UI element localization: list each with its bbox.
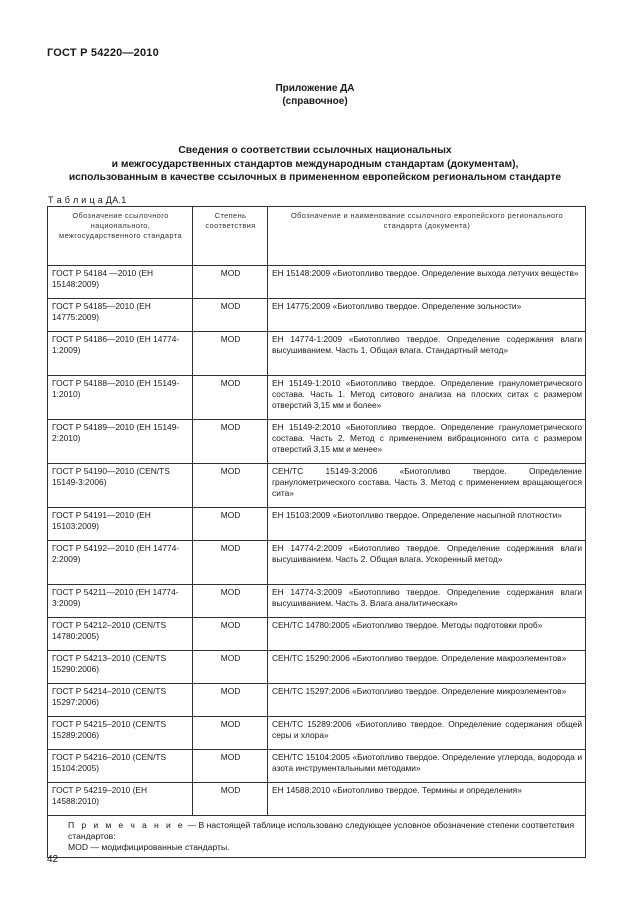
table-row [48, 541, 586, 585]
table-row [48, 464, 586, 508]
regional-standard-cell: ЕН 15103:2009 «Биотопливо твердое. Определение насыпной плотности» [268, 508, 586, 541]
note-text: — В настоящей таблице использовано следующее условное обозначение степени соответствия стандартов: [68, 820, 575, 841]
national-standard-cell: ГОСТ Р 54191—2010 (ЕН 15103:2009) [48, 508, 193, 541]
table-note [48, 816, 586, 858]
degree-cell: MOD [193, 750, 268, 783]
table-row [48, 299, 586, 332]
national-standard-cell: ГОСТ Р 54189—2010 (ЕН 15149-2:2010) [48, 420, 193, 464]
table-row [48, 750, 586, 783]
national-standard-cell: ГОСТ Р 54216–2010 (CEN/TS 15104:2005) [48, 750, 193, 783]
regional-standard-cell: СЕН/TC 15289:2006 «Биотопливо твердое. Определение содержания общей серы и хлора» [268, 717, 586, 750]
appendix-heading [0, 82, 630, 108]
table-row [48, 684, 586, 717]
national-standard-cell: ГОСТ Р 54219–2010 (ЕН 14588:2010) [48, 783, 193, 816]
degree-cell: MOD [193, 585, 268, 618]
table-row [48, 585, 586, 618]
national-standard-cell: ГОСТ Р 54215–2010 (CEN/TS 15289:2006) [48, 717, 193, 750]
national-standard-cell: ГОСТ Р 54185—2010 (ЕН 14775:2009) [48, 299, 193, 332]
table-row [48, 332, 586, 376]
national-standard-cell: ГОСТ Р 54211—2010 (ЕН 14774-3:2009) [48, 585, 193, 618]
column-header-degree: Степень соответствия [193, 207, 268, 266]
regional-standard-cell: ЕН 15148:2009 «Биотопливо твердое. Определение выхода летучих веществ» [268, 266, 586, 299]
national-standard-cell: ГОСТ Р 54214–2010 (CEN/TS 15297:2006) [48, 684, 193, 717]
regional-standard-cell: ЕН 14588:2010 «Биотопливо твердое. Термины и определения» [268, 783, 586, 816]
degree-cell: MOD [193, 420, 268, 464]
degree-cell: MOD [193, 684, 268, 717]
regional-standard-cell: ЕН 14774-3:2009 «Биотопливо твердое. Определение содержания влаги высушиванием. Часть 3. Влага аналитическая» [268, 585, 586, 618]
degree-cell: MOD [193, 618, 268, 651]
regional-standard-cell: СЕН/TC 14780:2005 «Биотопливо твердое. Методы подготовки проб» [268, 618, 586, 651]
national-standard-cell: ГОСТ Р 54213–2010 (CEN/TS 15290:2006) [48, 651, 193, 684]
table-row [48, 651, 586, 684]
degree-cell: MOD [193, 651, 268, 684]
degree-cell: MOD [193, 464, 268, 508]
correspondence-table [47, 206, 586, 858]
national-standard-cell: ГОСТ Р 54190—2010 (CEN/TS 15149-3:2006) [48, 464, 193, 508]
table-label: Т а б л и ц а ДА.1 [48, 195, 127, 205]
document-code: ГОСТ Р 54220—2010 [47, 47, 159, 59]
table-header-row [48, 207, 586, 266]
title-line: Сведения о соответствии ссылочных национальных [178, 145, 452, 156]
degree-cell: MOD [193, 717, 268, 750]
degree-cell: MOD [193, 332, 268, 376]
regional-standard-cell: ЕН 14774-2:2009 «Биотопливо твердое. Определение содержания влаги высушиванием. Часть 2. Общая влага. Ускоренный метод» [268, 541, 586, 585]
note-legend: MOD — модифицированные стандарты. [68, 842, 230, 852]
regional-standard-cell: СЕН/TC 15149-3:2006 «Биотопливо твердое. Определение гранулометрического состава. Часть 3. Метод с применением вращающегося сита» [268, 464, 586, 508]
appendix-subtitle: (справочное) [282, 96, 348, 107]
degree-cell: MOD [193, 376, 268, 420]
note-label: П р и м е ч а н и е [68, 820, 186, 830]
table-row [48, 508, 586, 541]
note-paragraph [54, 820, 579, 842]
table-row [48, 376, 586, 420]
table-title [40, 144, 590, 185]
regional-standard-cell: СЕН/TC 15290:2006 «Биотопливо твердое. Определение макроэлементов» [268, 651, 586, 684]
regional-standard-cell: ЕН 15149-1:2010 «Биотопливо твердое. Определение гранулометрического состава. Часть 1. Метод ситового анализа на плоских ситах с размером отверстий 3,15 мм и более» [268, 376, 586, 420]
page-number: 42 [47, 854, 59, 865]
national-standard-cell: ГОСТ Р 54212–2010 (CEN/TS 14780:2005) [48, 618, 193, 651]
national-standard-cell: ГОСТ Р 54192—2010 (ЕН 14774-2:2009) [48, 541, 193, 585]
table-row [48, 266, 586, 299]
national-standard-cell: ГОСТ Р 54184 —2010 (ЕН 15148:2009) [48, 266, 193, 299]
degree-cell: MOD [193, 541, 268, 585]
table-note-row [48, 816, 586, 858]
table-row [48, 420, 586, 464]
national-standard-cell: ГОСТ Р 54186—2010 (ЕН 14774-1:2009) [48, 332, 193, 376]
degree-cell: MOD [193, 299, 268, 332]
title-line: использованным в качестве ссылочных в примененном европейском региональном стандарте [68, 172, 562, 183]
title-line: и межгосударственных стандартов международным стандартам (документам), [111, 158, 519, 170]
degree-cell: MOD [193, 783, 268, 816]
regional-standard-cell: ЕН 14775:2009 «Биотопливо твердое. Определение зольности» [268, 299, 586, 332]
regional-standard-cell: СЕН/TC 15297:2006 «Биотопливо твердое. Определение микроэлементов» [268, 684, 586, 717]
appendix-title: Приложение ДА [275, 83, 355, 94]
table-row [48, 717, 586, 750]
table-row [48, 618, 586, 651]
table-row [48, 783, 586, 816]
regional-standard-cell: ЕН 14774-1:2009 «Биотопливо твердое. Определение содержания влаги высушиванием. Часть 1. Общая влага. Стандартный метод» [268, 332, 586, 376]
column-header-national: Обозначение ссылочного национального, межгосударственного стандарта [48, 207, 193, 266]
national-standard-cell: ГОСТ Р 54188—2010 (ЕН 15149-1:2010) [48, 376, 193, 420]
regional-standard-cell: СЕН/TC 15104:2005 «Биотопливо твердое. Определение углерода, водорода и азота инструментальными методами» [268, 750, 586, 783]
degree-cell: MOD [193, 508, 268, 541]
degree-cell: MOD [193, 266, 268, 299]
regional-standard-cell: ЕН 15149-2:2010 «Биотопливо твердое. Определение гранулометрического состава. Часть 2. Метод с применением вибрационного сита с размером отверстий 3,15 мм и менее» [268, 420, 586, 464]
column-header-regional: Обозначение и наименование ссылочного европейского регионального стандарта (документа) [268, 207, 586, 266]
